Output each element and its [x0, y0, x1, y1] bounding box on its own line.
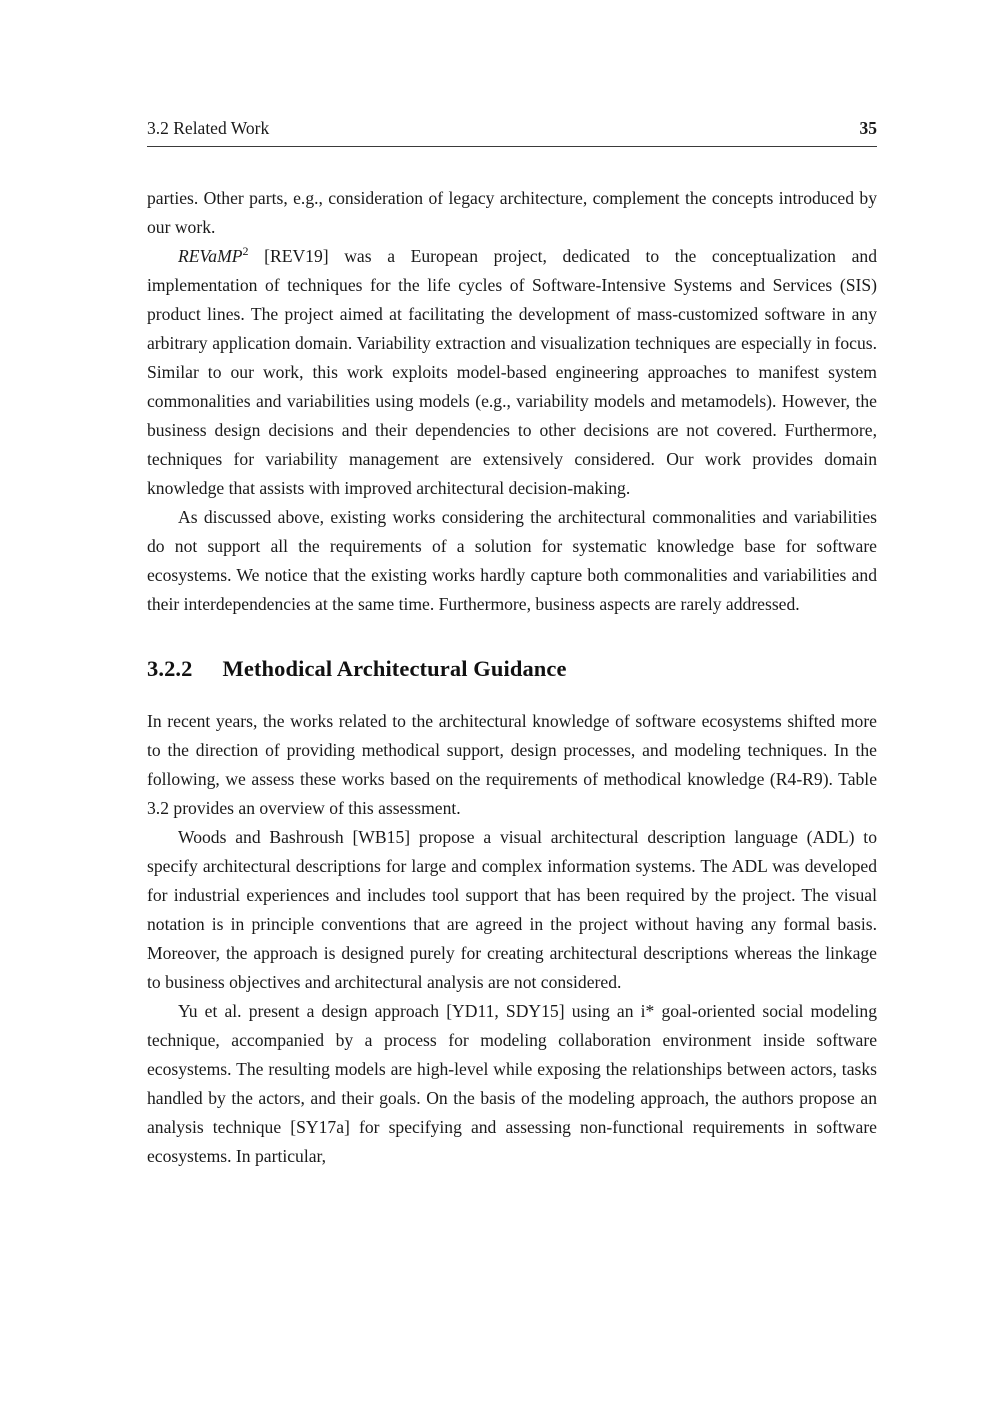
paragraph-yu-et-al: Yu et al. present a design approach [YD11, SDY15] using an i* goal-oriented social modeling technique, accompanied by a process for modeling collaboration environment inside software ecosystems. The resulting models are high-level while exposing the relationships between actors, tasks handled by the actors, and their goals. On the basis of the modeling approach, the authors propose an analysis technique [SY17a] for specifying and assessing non-functional requirements in software ecosystems. In particular,: [147, 1001, 877, 1166]
paragraph-continuation: parties. Other parts, e.g., consideration of legacy architecture, complement the concepts introduced by our work.: [147, 188, 877, 237]
page-number: 35: [859, 118, 877, 138]
paragraph-revamp: [147, 242, 877, 503]
section-number: 3.2.2: [147, 656, 193, 681]
paragraph-woods-bashroush: Woods and Bashroush [WB15] propose a visual architectural description language (ADL) to specify architectural descriptions for large and complex information systems. The ADL was developed for industrial experiences and includes tool support that has been required by the project. The visual notation is in principle conventions that are agreed in the project without having any formal basis. Moreover, the approach is designed purely for creating architectural descriptions whereas the linkage to business objectives and architectural analysis are not considered.: [147, 827, 877, 992]
section-heading: [147, 654, 877, 683]
body-text: [147, 184, 877, 1171]
header-rule: [147, 146, 877, 147]
section-title: Methodical Architectural Guidance: [222, 656, 567, 681]
running-header-section-label: 3.2 Related Work: [147, 118, 270, 138]
paragraph-summary: As discussed above, existing works considering the architectural commonalities and variabilities do not support all the requirements of a solution for systematic knowledge base for software ecosystems. We notice that the existing works hardly capture both commonalities and variabilities and their interdependencies at the same time. Furthermore, business aspects are rarely addressed.: [147, 507, 877, 614]
page-header: [147, 118, 877, 146]
revamp-project-term: REVaMP: [178, 246, 243, 266]
paragraph-text: [REV19] was a European project, dedicated to the conceptualization and implementation of techniques for the life cycles of Software-Intensive Systems and Services (SIS) product lines. The project aimed at facilitating the development of mass-customized software in any arbitrary application domain. Variability extraction and visualization techniques are especially in focus. Similar to our work, this work exploits model-based engineering approaches to manifest system commonalities and variabilities using models (e.g., variability models and metamodels). However, the business design decisions and their dependencies to other decisions are not covered. Furthermore, techniques for variability management are extensively considered. Our work provides domain knowledge that assists with improved architectural decision-making.: [147, 246, 877, 498]
revamp-superscript: 2: [242, 244, 249, 259]
paragraph-intro-methodical: In recent years, the works related to the architectural knowledge of software ecosystems shifted more to the direction of providing methodical support, design processes, and modeling techniques. In the following, we assess these works based on the requirements of methodical knowledge (R4-R9). Table 3.2 provides an overview of this assessment.: [147, 711, 877, 818]
content-column: [147, 118, 877, 1171]
